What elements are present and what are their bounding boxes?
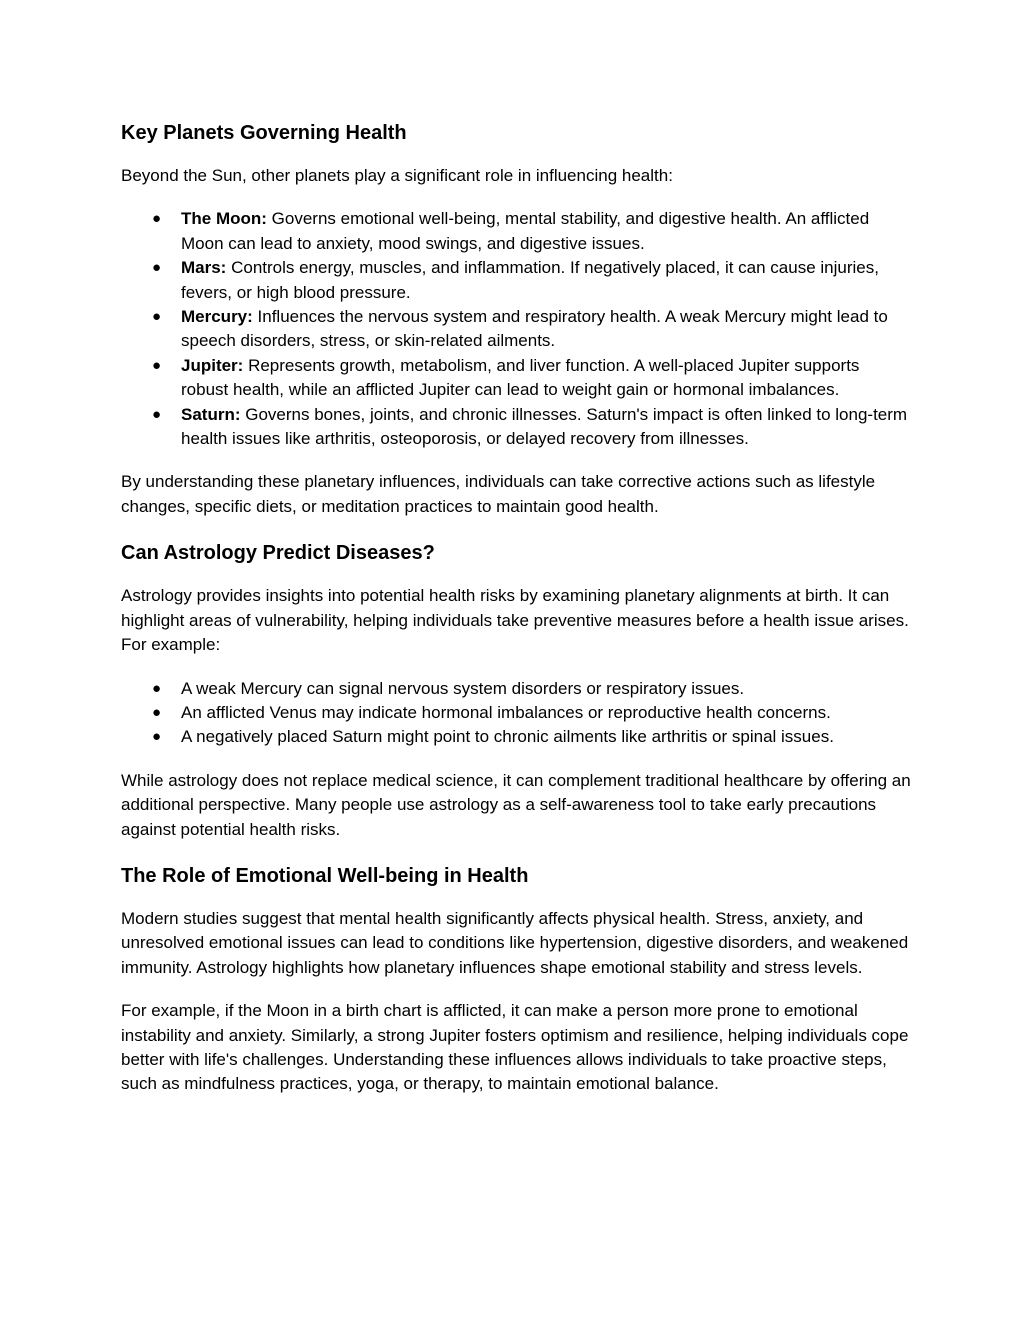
list-item-term: The Moon: bbox=[181, 209, 267, 229]
bullet-icon: ● bbox=[152, 728, 162, 746]
bullet-icon: ● bbox=[152, 405, 162, 423]
list-item bbox=[121, 207, 911, 256]
list-item-text: A weak Mercury can signal nervous system disorders or respiratory issues. bbox=[181, 678, 745, 698]
bullet-icon: ● bbox=[152, 356, 162, 374]
section-predict-diseases bbox=[121, 537, 911, 842]
section-paragraph: Modern studies suggest that mental health significantly affects physical health. Stress, anxiety, and unresolved emotional issues can lead to conditions like hypertension, digestive disorders, and weakened immunity. Astrology highlights how planetary influences shape emotional stability and stress levels. bbox=[121, 908, 909, 977]
section-intro: Beyond the Sun, other planets play a significant role in influencing health: bbox=[121, 166, 673, 185]
section-heading: The Role of Emotional Well-being in Health bbox=[121, 864, 529, 887]
example-list bbox=[121, 677, 911, 750]
list-item-text: A negatively placed Saturn might point to chronic ailments like arthritis or spinal issues. bbox=[181, 727, 834, 747]
section-heading: Key Planets Governing Health bbox=[121, 122, 407, 144]
list-item-term: Mercury: bbox=[181, 307, 253, 327]
document-page bbox=[121, 117, 911, 1097]
section-paragraph: For example, if the Moon in a birth chart is afflicted, it can make a person more prone to emotional instability and anxiety. Similarly, a strong Jupiter fosters optimism and resilience, helping individuals cope better with life's challenges. Understanding these influences allows individuals to take proactive steps, such as mindfulness practices, yoga, or therapy, to maintain emotional balance. bbox=[121, 1001, 909, 1094]
list-item-text: Controls energy, muscles, and inflammation. If negatively placed, it can cause injuries, fevers, or high blood pressure. bbox=[181, 258, 879, 302]
section-outro: While astrology does not replace medical science, it can complement traditional healthcare by offering an additional perspective. Many people use astrology as a self-awareness tool to take early precautions against potential health risks. bbox=[121, 770, 911, 839]
list-item-term: Mars: bbox=[181, 258, 227, 278]
list-item-text: Influences the nervous system and respiratory health. A weak Mercury might lead to speech disorders, stress, or skin-related ailments. bbox=[181, 307, 888, 351]
bullet-icon: ● bbox=[152, 210, 162, 228]
list-item bbox=[121, 354, 911, 403]
list-item-text: An afflicted Venus may indicate hormonal imbalances or reproductive health concerns. bbox=[181, 702, 831, 722]
section-heading: Can Astrology Predict Diseases? bbox=[121, 542, 435, 565]
bullet-icon: ● bbox=[152, 703, 162, 721]
section-intro: Astrology provides insights into potential health risks by examining planetary alignments at birth. It can highlight areas of vulnerability, helping individuals take preventive measures before a health issue arises. For example: bbox=[121, 586, 909, 655]
planet-list bbox=[121, 207, 911, 451]
list-item bbox=[121, 305, 911, 354]
list-item-text: Governs emotional well-being, mental stability, and digestive health. An afflicted Moon can lead to anxiety, mood swings, and digestive issues. bbox=[181, 209, 870, 253]
list-item-term: Jupiter: bbox=[181, 355, 244, 375]
bullet-icon: ● bbox=[152, 679, 162, 697]
list-item-term: Saturn: bbox=[181, 404, 241, 424]
section-key-planets bbox=[121, 117, 911, 519]
list-item bbox=[121, 701, 911, 725]
list-item-text: Represents growth, metabolism, and liver function. A well-placed Jupiter supports robust health, while an afflicted Jupiter can lead to weight gain or hormonal imbalances. bbox=[181, 355, 860, 400]
bullet-icon: ● bbox=[152, 259, 162, 277]
list-item bbox=[121, 256, 911, 305]
section-outro: By understanding these planetary influences, individuals can take corrective actions such as lifestyle changes, specific diets, or meditation practices to maintain good health. bbox=[121, 472, 876, 516]
list-item bbox=[121, 725, 911, 749]
list-item bbox=[121, 677, 911, 701]
section-emotional-wellbeing bbox=[121, 860, 911, 1097]
list-item-text: Governs bones, joints, and chronic illnesses. Saturn's impact is often linked to long-term health issues like arthritis, osteoporosis, or delayed recovery from illnesses. bbox=[181, 404, 908, 449]
bullet-icon: ● bbox=[152, 308, 162, 326]
list-item bbox=[121, 403, 911, 452]
